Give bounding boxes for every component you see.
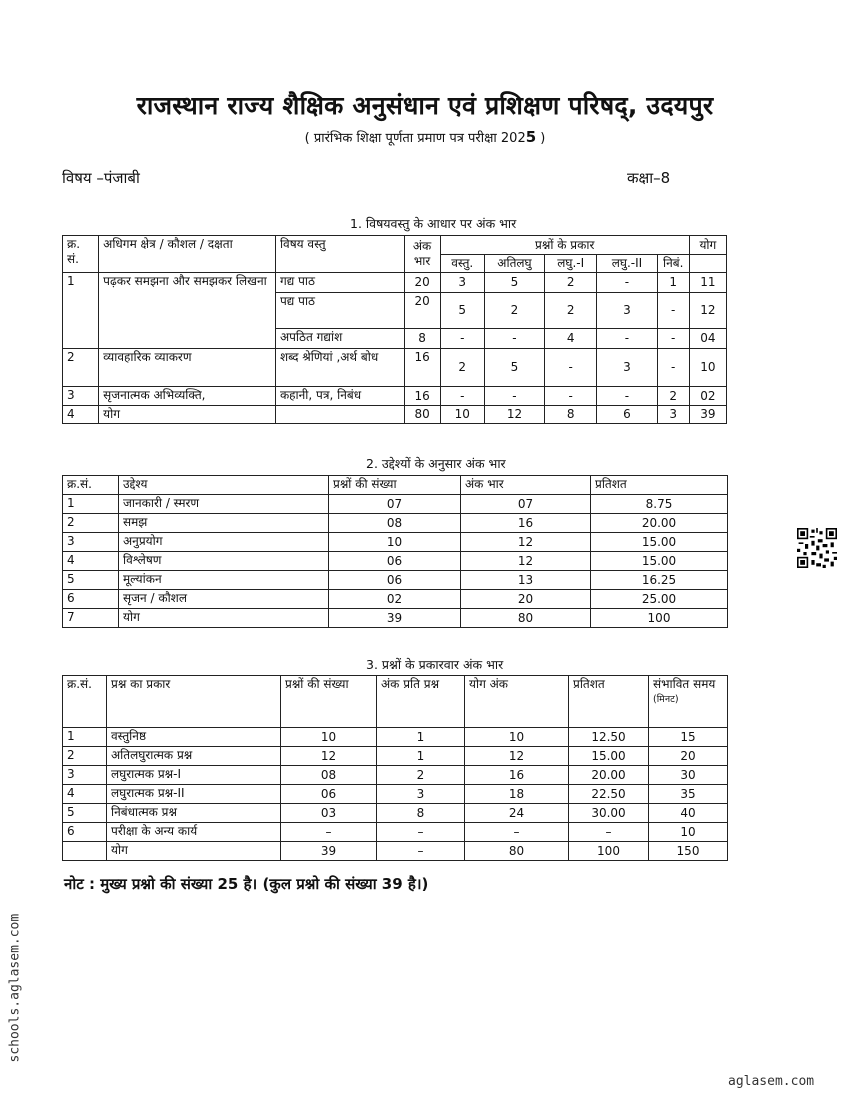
t3-time-label: संभावित समय bbox=[653, 677, 716, 691]
t1-vs: - bbox=[484, 387, 544, 406]
t1-area: सृजनात्मक अभिव्यक्ति, bbox=[99, 387, 276, 406]
table-row bbox=[63, 406, 727, 424]
t1-header-very-short: अतिलघु bbox=[484, 255, 544, 273]
t1-area: पढ़कर समझना और समझकर लिखना bbox=[99, 273, 276, 349]
t1-obj: 10 bbox=[440, 406, 484, 424]
table-row bbox=[63, 495, 728, 514]
t2-header-count: प्रश्नों की संख्या bbox=[329, 476, 461, 495]
t1-vs: 12 bbox=[484, 406, 544, 424]
t3-total: 18 bbox=[465, 785, 569, 804]
t3-time: 20 bbox=[649, 747, 728, 766]
subtitle-prefix: ( प्रारंभिक शिक्षा पूर्णता प्रमाण पत्र परीक्षा 202 bbox=[304, 131, 526, 146]
subject-label: विषय –पंजाबी bbox=[62, 169, 140, 187]
t2-marks: 16 bbox=[461, 514, 591, 533]
t2-header-percent: प्रतिशत bbox=[591, 476, 728, 495]
t2-objective: मूल्यांकन bbox=[119, 571, 329, 590]
t2-count: 39 bbox=[329, 609, 461, 628]
t1-header-short2: लघु.-II bbox=[597, 255, 657, 273]
question-type-weightage-table bbox=[62, 675, 728, 861]
t1-es: - bbox=[657, 349, 689, 387]
t1-s2: - bbox=[597, 387, 657, 406]
t3-count: 06 bbox=[281, 785, 377, 804]
t2-objective: अनुप्रयोग bbox=[119, 533, 329, 552]
t2-sno: 2 bbox=[63, 514, 119, 533]
t1-header-essay: निबं. bbox=[657, 255, 689, 273]
t3-header-type: प्रश्न का प्रकार bbox=[107, 676, 281, 728]
table-row bbox=[63, 571, 728, 590]
t1-es: - bbox=[657, 329, 689, 349]
t3-total: 16 bbox=[465, 766, 569, 785]
t3-time: 40 bbox=[649, 804, 728, 823]
t1-area: व्यावहारिक व्याकरण bbox=[99, 349, 276, 387]
objective-weightage-table bbox=[62, 475, 728, 628]
class-label: कक्षा–8 bbox=[627, 169, 671, 187]
t1-marks: 16 bbox=[404, 387, 440, 406]
t3-count: 08 bbox=[281, 766, 377, 785]
t1-header-empty bbox=[689, 255, 726, 273]
t1-total: 39 bbox=[689, 406, 726, 424]
qr-code-icon bbox=[797, 528, 837, 568]
t2-count: 08 bbox=[329, 514, 461, 533]
t1-marks: 20 bbox=[404, 273, 440, 293]
t1-content: अपठित गद्यांश bbox=[275, 329, 404, 349]
t2-percent: 100 bbox=[591, 609, 728, 628]
t3-type: लघुरात्मक प्रश्न-I bbox=[107, 766, 281, 785]
t1-header-total: योग bbox=[689, 236, 726, 255]
t2-sno: 5 bbox=[63, 571, 119, 590]
table3-caption: 3. प्रश्नों के प्रकारवार अंक भार bbox=[366, 657, 504, 672]
table-row bbox=[63, 785, 728, 804]
t2-sno: 6 bbox=[63, 590, 119, 609]
t3-count: 12 bbox=[281, 747, 377, 766]
t2-count: 10 bbox=[329, 533, 461, 552]
t1-header-objective: वस्तु. bbox=[440, 255, 484, 273]
t2-percent: 16.25 bbox=[591, 571, 728, 590]
t3-percent: 30.00 bbox=[569, 804, 649, 823]
t1-sno: 3 bbox=[63, 387, 99, 406]
t3-sno: 1 bbox=[63, 728, 107, 747]
t2-percent: 8.75 bbox=[591, 495, 728, 514]
t1-sno: 4 bbox=[63, 406, 99, 424]
t1-header-marks: अंक भार bbox=[404, 236, 440, 273]
t2-header-marks: अंक भार bbox=[461, 476, 591, 495]
t2-marks: 80 bbox=[461, 609, 591, 628]
t1-content: शब्द श्रेणियां ,अर्थ बोध bbox=[275, 349, 404, 387]
t1-content: कहानी, पत्र, निबंध bbox=[275, 387, 404, 406]
t3-count: 03 bbox=[281, 804, 377, 823]
t1-total: 11 bbox=[689, 273, 726, 293]
t3-time: 150 bbox=[649, 842, 728, 861]
t1-area: योग bbox=[99, 406, 276, 424]
table-row bbox=[63, 273, 727, 293]
t3-header-total: योग अंक bbox=[465, 676, 569, 728]
t1-sno: 1 bbox=[63, 273, 99, 349]
t1-s2: 6 bbox=[597, 406, 657, 424]
t3-type: अतिलघुरात्मक प्रश्न bbox=[107, 747, 281, 766]
t3-count: 10 bbox=[281, 728, 377, 747]
t3-per: 2 bbox=[377, 766, 465, 785]
t2-objective: जानकारी / स्मरण bbox=[119, 495, 329, 514]
table-row bbox=[63, 823, 728, 842]
table-row bbox=[63, 349, 727, 387]
t2-objective: सृजन / कौशल bbox=[119, 590, 329, 609]
t3-percent: 20.00 bbox=[569, 766, 649, 785]
t1-marks: 80 bbox=[404, 406, 440, 424]
t1-es: 1 bbox=[657, 273, 689, 293]
t3-time: 30 bbox=[649, 766, 728, 785]
t3-type: योग bbox=[107, 842, 281, 861]
t3-percent: 12.50 bbox=[569, 728, 649, 747]
t3-type: निबंधात्मक प्रश्न bbox=[107, 804, 281, 823]
t1-s1: 4 bbox=[545, 329, 597, 349]
page-subtitle bbox=[0, 128, 850, 146]
table-row bbox=[63, 804, 728, 823]
t2-percent: 15.00 bbox=[591, 533, 728, 552]
t2-objective: समझ bbox=[119, 514, 329, 533]
footnote: नोट : मुख्य प्रश्नो की संख्या 25 है। (कुल प्रश्नो की संख्या 39 है।) bbox=[64, 875, 429, 893]
t2-objective: विश्लेषण bbox=[119, 552, 329, 571]
table1-caption: 1. विषयवस्तु के आधार पर अंक भार bbox=[350, 216, 517, 231]
table-row bbox=[63, 747, 728, 766]
table-row bbox=[63, 533, 728, 552]
t1-header-sno: क्र. सं. bbox=[63, 236, 99, 273]
t2-marks: 07 bbox=[461, 495, 591, 514]
t3-total: – bbox=[465, 823, 569, 842]
t3-sno: 4 bbox=[63, 785, 107, 804]
t3-type: परीक्षा के अन्य कार्य bbox=[107, 823, 281, 842]
t3-per: 1 bbox=[377, 747, 465, 766]
content-weightage-table bbox=[62, 235, 727, 424]
t1-header-short1: लघु.-I bbox=[545, 255, 597, 273]
t3-percent: 22.50 bbox=[569, 785, 649, 804]
t3-total: 12 bbox=[465, 747, 569, 766]
t3-per: – bbox=[377, 823, 465, 842]
t2-count: 06 bbox=[329, 571, 461, 590]
subtitle-year-digit: 5 bbox=[525, 128, 537, 146]
t1-total: 10 bbox=[689, 349, 726, 387]
t1-s1: 8 bbox=[545, 406, 597, 424]
t3-total: 24 bbox=[465, 804, 569, 823]
t1-content: पद्य पाठ bbox=[275, 293, 404, 329]
table2-caption: 2. उद्देश्यों के अनुसार अंक भार bbox=[366, 456, 506, 471]
table-row bbox=[63, 766, 728, 785]
t2-count: 06 bbox=[329, 552, 461, 571]
t1-obj: 5 bbox=[440, 293, 484, 329]
t1-marks: 20 bbox=[404, 293, 440, 329]
t1-s1: - bbox=[545, 387, 597, 406]
t3-header-sno: क्र.सं. bbox=[63, 676, 107, 728]
t1-obj: - bbox=[440, 329, 484, 349]
t1-content bbox=[275, 406, 404, 424]
t3-sno: 3 bbox=[63, 766, 107, 785]
t1-s2: - bbox=[597, 273, 657, 293]
t3-count: 39 bbox=[281, 842, 377, 861]
t3-time: 10 bbox=[649, 823, 728, 842]
t1-header-content: विषय वस्तु bbox=[275, 236, 404, 273]
t1-content: गद्य पाठ bbox=[275, 273, 404, 293]
table-row bbox=[63, 842, 728, 861]
t3-per: 3 bbox=[377, 785, 465, 804]
t2-marks: 12 bbox=[461, 533, 591, 552]
watermark-right: aglasem.com bbox=[728, 1074, 815, 1089]
table-row bbox=[63, 728, 728, 747]
t3-per: – bbox=[377, 842, 465, 861]
t3-percent: – bbox=[569, 823, 649, 842]
t1-obj: - bbox=[440, 387, 484, 406]
t3-percent: 15.00 bbox=[569, 747, 649, 766]
t1-s1: 2 bbox=[545, 293, 597, 329]
t3-per: 8 bbox=[377, 804, 465, 823]
t2-sno: 3 bbox=[63, 533, 119, 552]
table-row bbox=[63, 590, 728, 609]
t3-time-unit: (मिनट) bbox=[653, 694, 679, 705]
t2-percent: 15.00 bbox=[591, 552, 728, 571]
t2-marks: 20 bbox=[461, 590, 591, 609]
t3-header-per: अंक प्रति प्रश्न bbox=[377, 676, 465, 728]
t3-total: 80 bbox=[465, 842, 569, 861]
t3-sno: 6 bbox=[63, 823, 107, 842]
t3-time: 15 bbox=[649, 728, 728, 747]
t1-vs: 2 bbox=[484, 293, 544, 329]
watermark-left: schools.aglasem.com bbox=[7, 913, 23, 1063]
t1-total: 04 bbox=[689, 329, 726, 349]
t1-s1: 2 bbox=[545, 273, 597, 293]
t1-total: 12 bbox=[689, 293, 726, 329]
t3-total: 10 bbox=[465, 728, 569, 747]
t2-count: 02 bbox=[329, 590, 461, 609]
t1-total: 02 bbox=[689, 387, 726, 406]
t2-count: 07 bbox=[329, 495, 461, 514]
t2-marks: 12 bbox=[461, 552, 591, 571]
t2-percent: 25.00 bbox=[591, 590, 728, 609]
t1-vs: 5 bbox=[484, 349, 544, 387]
t3-type: लघुरात्मक प्रश्न-II bbox=[107, 785, 281, 804]
t2-marks: 13 bbox=[461, 571, 591, 590]
t1-s1: - bbox=[545, 349, 597, 387]
table-row bbox=[63, 514, 728, 533]
t2-objective: योग bbox=[119, 609, 329, 628]
t3-time: 35 bbox=[649, 785, 728, 804]
page-title: राजस्थान राज्य शैक्षिक अनुसंधान एवं प्रशिक्षण परिषद्, उदयपुर bbox=[136, 91, 714, 120]
t1-vs: - bbox=[484, 329, 544, 349]
t1-sno: 2 bbox=[63, 349, 99, 387]
t1-es: - bbox=[657, 293, 689, 329]
t1-s2: 3 bbox=[597, 349, 657, 387]
t3-type: वस्तुनिष्ठ bbox=[107, 728, 281, 747]
t1-es: 2 bbox=[657, 387, 689, 406]
t1-es: 3 bbox=[657, 406, 689, 424]
t3-per: 1 bbox=[377, 728, 465, 747]
t3-count: – bbox=[281, 823, 377, 842]
t3-percent: 100 bbox=[569, 842, 649, 861]
subtitle-suffix: ) bbox=[536, 131, 546, 146]
t1-header-qtypes: प्रश्नों के प्रकार bbox=[440, 236, 689, 255]
t1-marks: 16 bbox=[404, 349, 440, 387]
table-row bbox=[63, 387, 727, 406]
t2-percent: 20.00 bbox=[591, 514, 728, 533]
table-row bbox=[63, 552, 728, 571]
t3-header-count: प्रश्नों की संख्या bbox=[281, 676, 377, 728]
t1-obj: 2 bbox=[440, 349, 484, 387]
t3-header-percent: प्रतिशत bbox=[569, 676, 649, 728]
table-row bbox=[63, 609, 728, 628]
t3-header-time bbox=[649, 676, 728, 728]
t1-header-area: अधिगम क्षेत्र / कौशल / दक्षता bbox=[99, 236, 276, 273]
t2-sno: 4 bbox=[63, 552, 119, 571]
t1-marks: 8 bbox=[404, 329, 440, 349]
t2-sno: 7 bbox=[63, 609, 119, 628]
t1-vs: 5 bbox=[484, 273, 544, 293]
t1-obj: 3 bbox=[440, 273, 484, 293]
t3-sno: 5 bbox=[63, 804, 107, 823]
t1-s2: 3 bbox=[597, 293, 657, 329]
t2-sno: 1 bbox=[63, 495, 119, 514]
t2-header-sno: क्र.सं. bbox=[63, 476, 119, 495]
t3-sno bbox=[63, 842, 107, 861]
t1-s2: - bbox=[597, 329, 657, 349]
t2-header-objective: उद्देश्य bbox=[119, 476, 329, 495]
t3-sno: 2 bbox=[63, 747, 107, 766]
